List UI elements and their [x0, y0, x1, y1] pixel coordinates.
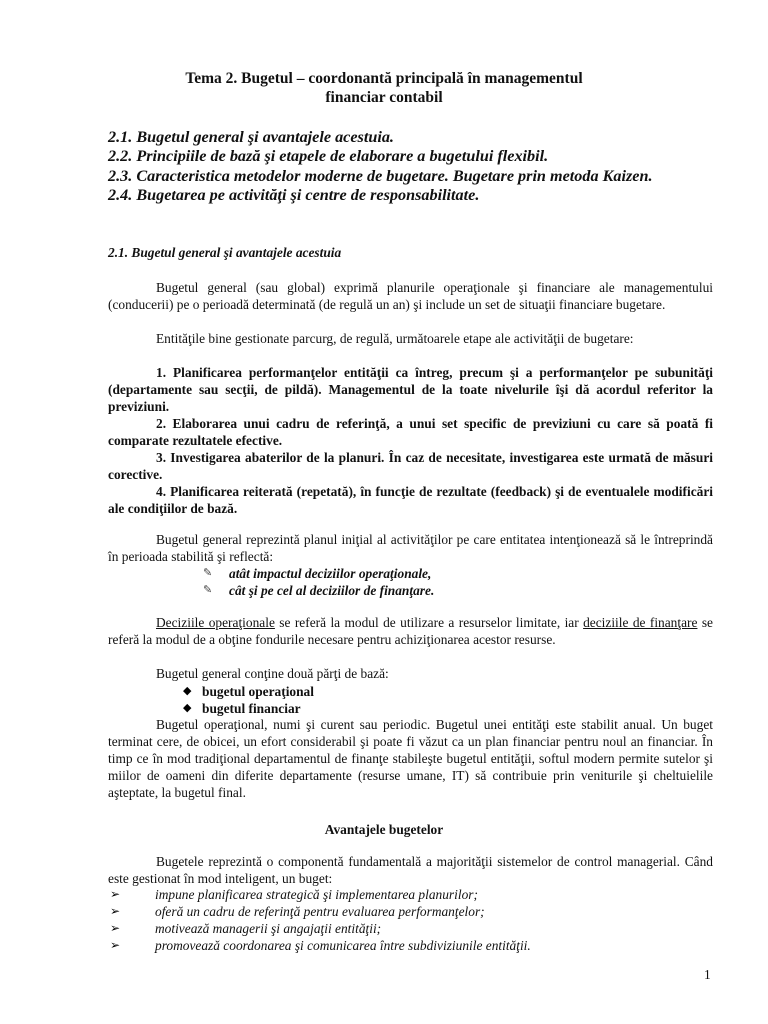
- table-of-contents: [108, 128, 712, 206]
- list-item: ➢ oferă un cadru de referinţă pentru evaluarea performanţelor;: [110, 904, 485, 919]
- toc-item: 2.2. Principiile de bază şi etapele de elaborare a bugetului flexibil.: [108, 147, 549, 166]
- list-item: ◆ bugetul operaţional: [183, 684, 314, 699]
- paragraph: Bugetul operaţional, numi şi curent sau periodic. Bugetul unei entităţi este stabilit anual. Un buget terminat cere, de obicei, un efort considerabil şi poate fi văzut ca un plan financiar pentru noul an financiar. În timp ce în mod tradiţional departamentul de finanţe stabileşte bugetul entităţii, softul modern permite sutelor şi miilor de oameni din diferite departamente (resurse umane, IT) să contribuie prin veniturile şi cheltuielile aşteptate, la bugetul final.: [108, 717, 713, 800]
- step-item: 3. Investigarea abaterilor de la planuri. În caz de necesitate, investigarea este urmată de măsuri corective.: [108, 450, 713, 482]
- toc-item: 2.1. Bugetul general şi avantajele acestuia.: [108, 128, 394, 146]
- parts-list: [183, 683, 314, 717]
- arrowhead-bullet-icon: ➢: [110, 904, 121, 918]
- list-item: ➢ promovează coordonarea şi comunicarea între subdiviziunile entităţii.: [110, 938, 531, 953]
- term-financing-decisions: deciziile de finanţare: [583, 615, 698, 630]
- advantages-list: [108, 886, 531, 954]
- pen-icon: ✎: [203, 584, 213, 596]
- list-item: ➢ motivează managerii şi angajaţii entităţii;: [110, 921, 382, 936]
- paragraph: Bugetul general conţine două părţi de bază:: [156, 666, 389, 681]
- paragraph: Entităţile bine gestionate parcurg, de regulă, următoarele etape ale activităţii de bugetare:: [156, 331, 634, 346]
- reflect-list: [203, 565, 434, 599]
- arrowhead-bullet-icon: ➢: [110, 887, 121, 901]
- advantages-heading: Avantajele bugetelor: [324, 822, 444, 837]
- list-item: ➢ impune planificarea strategică şi implementarea planurilor;: [110, 887, 478, 902]
- diamond-icon: ◆: [183, 685, 192, 697]
- list-item: ✎ cât şi pe cel al deciziilor de finanţare.: [203, 583, 435, 598]
- step-item: 2. Elaborarea unui cadru de referinţă, a unui set specific de previziuni cu care să poată fi comparate rezultatele efective.: [108, 416, 713, 448]
- step-item: 1. Planificarea performanţelor entităţii ca întreg, precum şi a performanţelor pe subunităţi (departamente sau secţii, de pildă). Managementul de la toate nivelurile îşi dă acordul referitor la previziuni.: [108, 365, 713, 414]
- title-line-1: Tema 2. Bugetul – coordonantă principală în managementul: [185, 70, 583, 87]
- page-number: 1: [704, 967, 711, 982]
- term-operational-decisions: Deciziile operaţionale: [156, 615, 275, 630]
- paragraph: Bugetul general reprezintă planul iniţial al activităţilor pe care entitatea intenţionează să le întreprindă în perioada stabilită şi reflectă:: [108, 532, 713, 564]
- list-item: ◆ bugetul financiar: [183, 701, 301, 716]
- paragraph: Bugetele reprezintă o componentă fundamentală a majorităţii sistemelor de control managerial. Când este gestionat în mod inteligent, un buget:: [108, 854, 713, 886]
- toc-item: 2.4. Bugetarea pe activităţi şi centre de responsabilitate.: [108, 186, 480, 205]
- arrowhead-bullet-icon: ➢: [110, 921, 121, 935]
- arrowhead-bullet-icon: ➢: [110, 938, 121, 952]
- diamond-icon: ◆: [183, 702, 192, 714]
- paragraph: Deciziile operaţionale se referă la modul de utilizare a resurselor limitate, iar deciziile de finanţare se referă la modul de a obţine fondurile necesare pentru achiziţionarea acestor resurse.: [108, 615, 713, 647]
- pen-icon: ✎: [203, 567, 213, 579]
- list-item: ✎ atât impactul deciziilor operaţionale,: [203, 566, 432, 581]
- paragraph: Bugetul general (sau global) exprimă planurile operaţionale şi financiare ale managementului (conducerii) pe o perioadă determinată (de regulă un an) şi include un set de situaţii financiare bugetare.: [108, 280, 713, 312]
- title-line-2: financiar contabil: [325, 89, 443, 106]
- section-heading: 2.1. Bugetul general şi avantajele acestuia: [108, 245, 342, 260]
- document-title: [0, 69, 768, 107]
- step-item: 4. Planificarea reiterată (repetată), în funcţie de rezultate (feedback) şi de eventualele modificări ale condiţiilor de bază.: [108, 484, 713, 516]
- toc-item: 2.3. Caracteristica metodelor moderne de bugetare. Bugetare prin metoda Kaizen.: [108, 166, 653, 185]
